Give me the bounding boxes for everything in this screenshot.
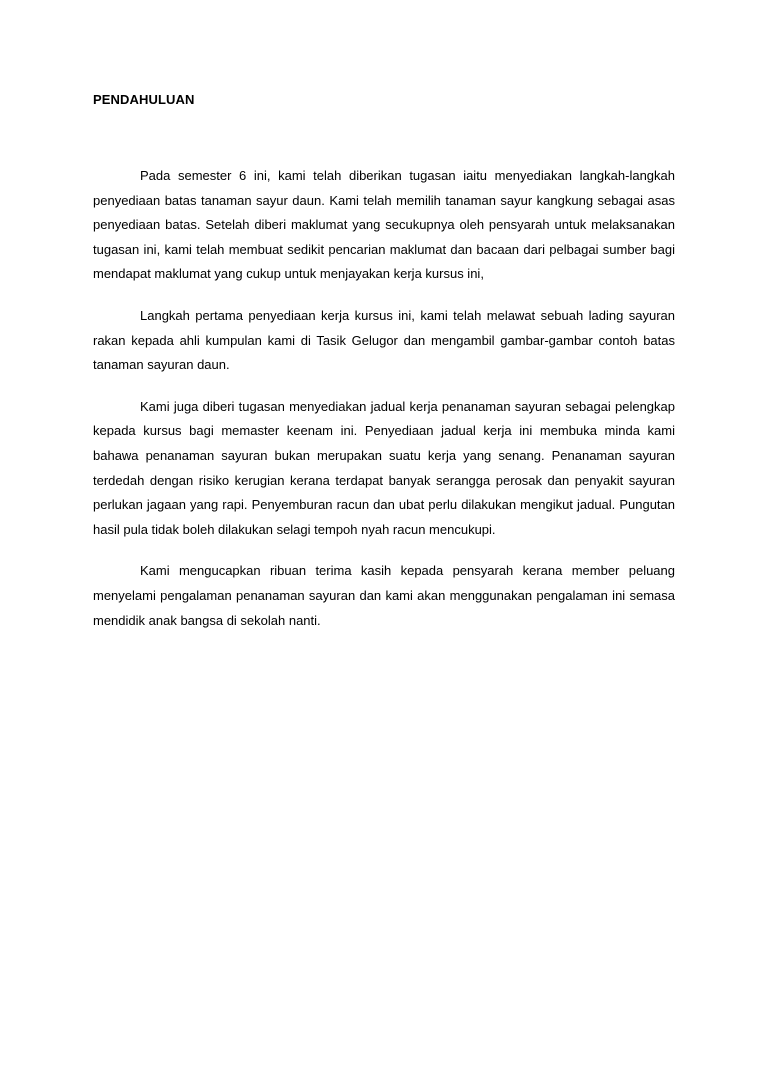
document-heading: PENDAHULUAN bbox=[93, 92, 195, 107]
paragraph-3: Kami juga diberi tugasan menyediakan jadual kerja penanaman sayuran sebagai pelengkap kepada kursus bagi memaster keenam ini. Penyediaan jadual kerja ini membuka minda kami bahawa penanaman sayuran bukan merupakan suatu kerja yang senang. Penanaman sayuran terdedah dengan risiko kerugian kerana terdapat banyak serangga perosak dan penyakit sayuran perlukan jagaan yang rapi. Penyemburan racun dan ubat perlu dilakukan mengikut jadual. Pungutan hasil pula tidak boleh dilakukan selagi tempoh nyah racun mencukupi. bbox=[93, 398, 675, 537]
paragraph-1: Pada semester 6 ini, kami telah diberikan tugasan iaitu menyediakan langkah-langkah penyediaan batas tanaman sayur daun. Kami telah memilih tanaman sayur kangkung sebagai asas penyediaan batas. Setelah diberi maklumat yang secukupnya oleh pensyarah untuk melaksanakan tugasan ini, kami telah membuat sedikit pencarian maklumat dan bacaan dari pelbagai sumber bagi mendapat maklumat yang cukup untuk menjayakan kerja kursus ini, bbox=[93, 168, 675, 282]
document-body bbox=[93, 164, 675, 650]
paragraph-2: Langkah pertama penyediaan kerja kursus ini, kami telah melawat sebuah lading sayuran rakan kepada ahli kumpulan kami di Tasik Gelugor dan mengambil gambar-gambar contoh batas tanaman sayuran daun. bbox=[93, 307, 675, 373]
paragraph-4: Kami mengucapkan ribuan terima kasih kepada pensyarah kerana member peluang menyelami pengalaman penanaman sayuran dan kami akan menggunakan pengalaman ini semasa mendidik anak bangsa di sekolah nanti. bbox=[93, 563, 675, 628]
